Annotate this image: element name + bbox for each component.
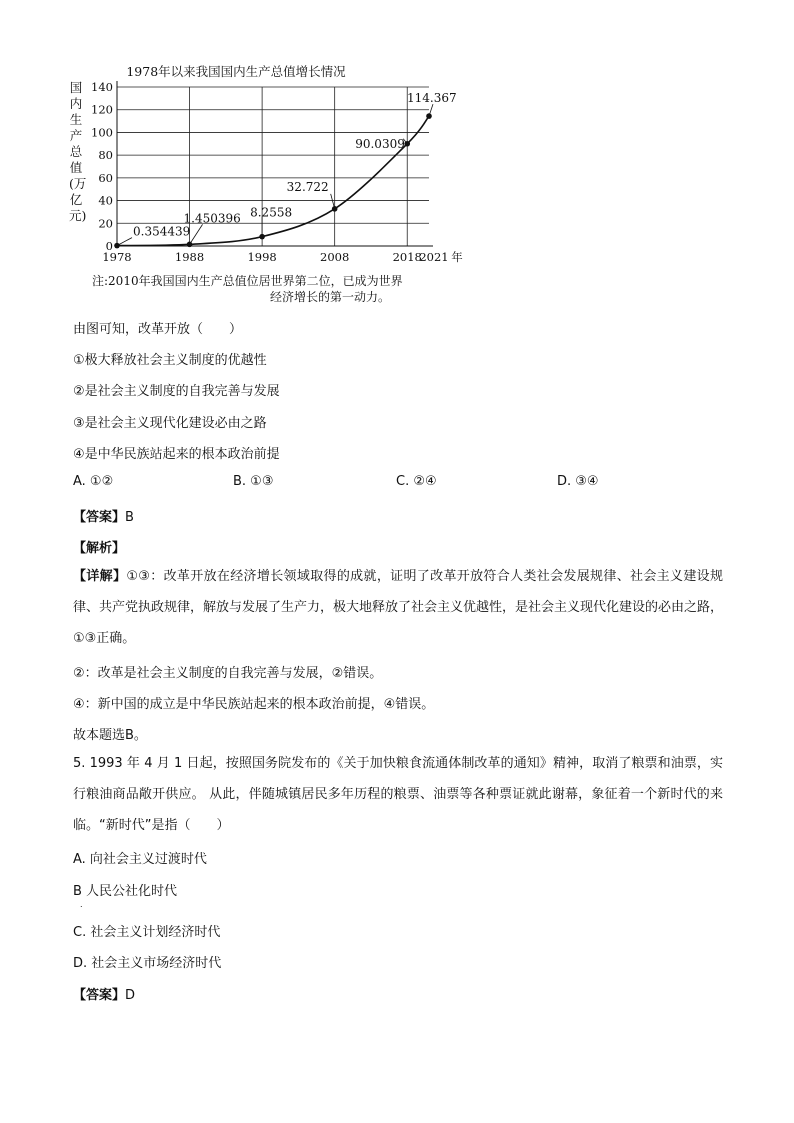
stray-dot: .: [80, 900, 83, 909]
y-tick-label-5: 100: [91, 125, 113, 140]
x-tick-label-2: 1998: [247, 250, 277, 264]
x-tick-label-5: 2021: [419, 250, 449, 264]
q5-option-b: B 人民公社化时代: [73, 884, 178, 899]
q5-answer: [73, 984, 135, 1003]
y-tick-label-0: 0: [105, 239, 113, 253]
q4-item-3: ③是社会主义现代化建设必由之路: [73, 416, 267, 431]
q4-option-a: A. ①②: [73, 474, 114, 489]
answer-value: B: [125, 510, 134, 525]
q4-item-1: ①极大释放社会主义制度的优越性: [73, 353, 267, 368]
q5-option-c: C. 社会主义计划经济时代: [73, 925, 221, 940]
chart-title: 1978年以来我国国内生产总值增长情况: [126, 64, 346, 79]
data-label-2: 8.2558: [250, 205, 293, 220]
chart-note-line1: 注:2010年我国国内生产总值位居世界第二位，已成为世界: [92, 274, 403, 288]
data-label-4: 90.0309: [355, 136, 405, 151]
detail-text: ①③：改革开放在经济增长领域取得的成就，证明了改革开放符合人类社会发展规律、社会主义建设规律、共产党执政规律，解放与发展了生产力，极大地释放了社会主义优越性，是社会主义现代化建设的必由之路，①③正确。: [73, 569, 724, 646]
data-label-1: 1.450396: [183, 211, 241, 226]
analysis-line-4: ④：新中国的成立是中华民族站起来的根本政治前提，④错误。: [73, 697, 435, 712]
chart-note-line2: 经济增长的第一动力。: [270, 290, 391, 304]
x-tick-label-0: 1978: [102, 250, 132, 264]
data-label-3: 32.722: [286, 179, 329, 194]
analysis-conclusion: 故本题选B。: [73, 728, 147, 743]
leader-line-3: [331, 194, 335, 209]
x-tick-label-3: 2008: [320, 250, 350, 264]
answer-tag: 【答案】: [73, 988, 126, 1003]
y-tick-label-3: 60: [98, 170, 113, 185]
q5-option-a: A. 向社会主义过渡时代: [73, 852, 207, 867]
chart-plot: [66, 60, 486, 275]
chart-note: [92, 273, 492, 305]
x-tick-label-4: 2018: [392, 250, 422, 264]
y-tick-label-4: 80: [98, 148, 113, 163]
detail-paragraph: [73, 561, 723, 654]
x-tick-label-1: 1988: [174, 250, 205, 264]
data-label-5: 114.367: [407, 91, 457, 106]
q4-answer: [73, 506, 134, 525]
q4-item-4: ④是中华民族站起来的根本政治前提: [73, 447, 280, 462]
gdp-chart: [66, 60, 486, 310]
data-label-0: 0.354439: [133, 224, 191, 239]
q4-option-b: B. ①③: [233, 474, 274, 489]
y-tick-label-7: 140: [91, 80, 113, 94]
y-tick-label-6: 120: [91, 102, 113, 117]
q4-option-d: D. ③④: [557, 474, 599, 489]
answer-tag: 【答案】: [73, 510, 126, 525]
analysis-tag: 【解析】: [73, 541, 126, 556]
leader-line-0: [117, 238, 132, 246]
x-unit-label: 年: [451, 250, 463, 264]
detail-tag: 【详解】: [73, 569, 127, 584]
q5-option-d: D. 社会主义市场经济时代: [73, 956, 222, 971]
q4-item-2: ②是社会主义制度的自我完善与发展: [73, 384, 280, 399]
y-tick-label-2: 40: [98, 193, 113, 208]
leader-line-1: [190, 224, 203, 244]
analysis-line-2: ②：改革是社会主义制度的自我完善与发展，②错误。: [73, 666, 383, 681]
q4-option-c: C. ②④: [396, 474, 437, 489]
chart-ylabel: 国内生产总值(万亿元): [69, 80, 87, 223]
q4-stem: 由图可知，改革开放（ ）: [73, 322, 243, 337]
data-point-3: [332, 206, 338, 212]
answer-value: D: [125, 988, 136, 1003]
q5-stem: 5. 1993 年 4 月 1 日起，按照国务院发布的《关于加快粮食流通体制改革的通知》精神，取消了粮票和油票，实行粮油商品敞开供应。 从此，伴随城镇居民多年历程的粮票、油票等各种票证就此谢幕，象征着一个新时代的来临。“新时代”是指（ ）: [73, 756, 723, 833]
y-tick-label-1: 20: [98, 216, 113, 231]
